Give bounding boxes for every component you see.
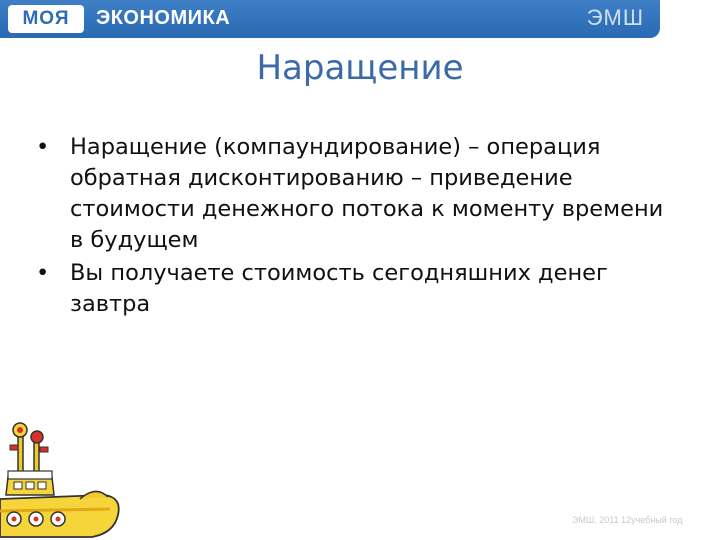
bullet-list — [36, 132, 676, 322]
bullet-item — [36, 132, 676, 256]
bullet-marker: • — [36, 260, 50, 286]
bullet-item — [36, 258, 676, 320]
bullet-text: Вы получаете стоимость сегодняшних денег завтра — [70, 260, 608, 317]
header-bar — [0, 0, 660, 38]
bullet-text: Наращение (компаундирование) – операция обратная дисконтированию – приведение стоимости денежного потока к моменту времени в будущем — [70, 134, 664, 253]
footer-note: ЭМШ, 2011 12учебный год — [572, 515, 683, 525]
slide-title: Наращение — [256, 48, 464, 88]
bullet-marker: • — [36, 134, 50, 160]
brand-logo-moya: МОЯ — [8, 5, 84, 33]
yellow-submarine-icon — [0, 415, 130, 540]
brand-logo-emsh: ЭМШ — [586, 5, 644, 30]
brand-logo-economika: ЭКОНОМИКА — [96, 7, 231, 29]
